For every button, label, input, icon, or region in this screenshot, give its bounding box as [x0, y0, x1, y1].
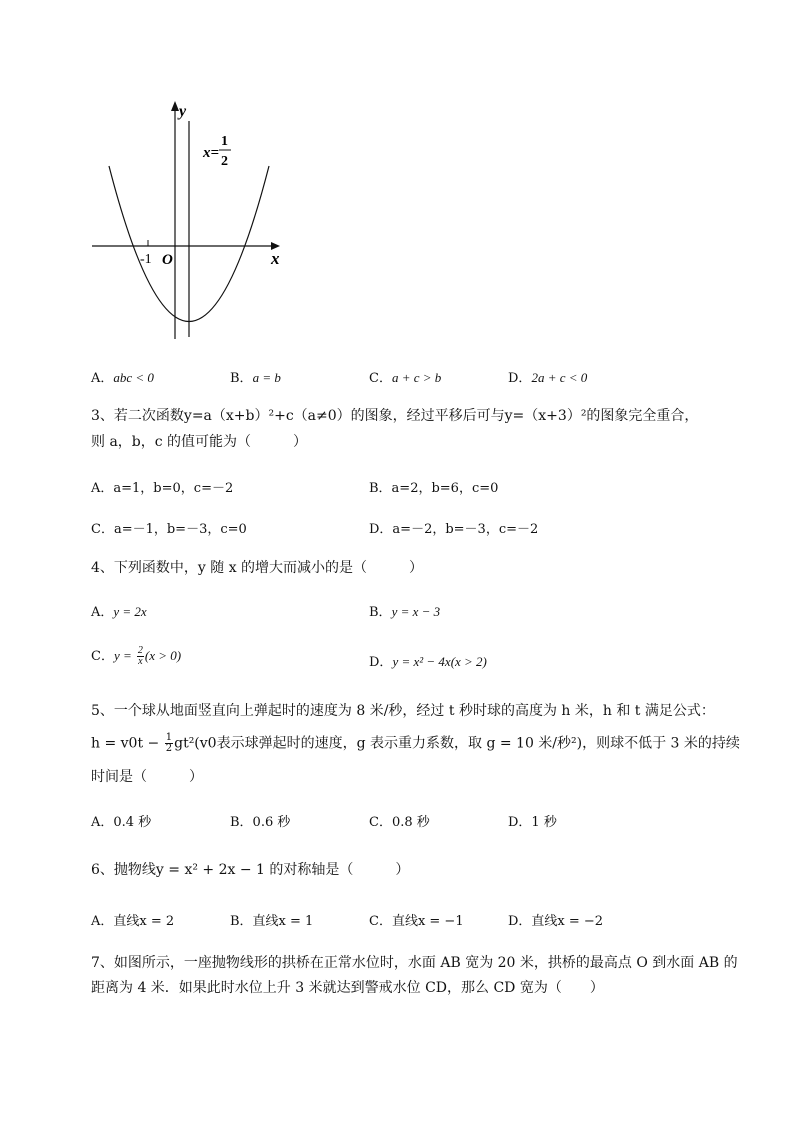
q6-option-a[interactable]: A．直线x = 2 [91, 914, 175, 929]
q4-c-fraction: $\frac{2}{x}$ [137, 645, 143, 667]
tick-label: -1 [140, 252, 152, 267]
q6-option-d[interactable]: D．直线x = −2 [508, 914, 604, 929]
q3-option-d[interactable]: D．a=－2，b=－3，c=－2 [369, 522, 539, 537]
q7-stem-line2: 距离为 4 米．如果此时水位上升 3 米就达到警戒水位 CD，那么 CD 宽为（ ） [91, 980, 604, 996]
q2-option-a[interactable]: A．abc < 0 [91, 370, 154, 386]
q2-option-b[interactable]: B．a = b [230, 370, 281, 386]
q6-stem: 6、抛物线y = x² + 2x − 1 的对称轴是（ ） [91, 862, 410, 878]
axis-line-den: 2 [221, 154, 228, 169]
q5-stem-line1: 5、一个球从地面竖直向上弹起时的速度为 8 米/秒，经过 t 秒时球的高度为 h 米，h 和 t 满足公式： [91, 703, 715, 719]
axis-line-num: 1 [221, 134, 228, 149]
q5-option-d[interactable]: D．1 秒 [508, 815, 557, 830]
q2-option-d[interactable]: D．2a + c < 0 [508, 370, 588, 386]
q3-option-a[interactable]: A．a=1，b=0，c=－2 [91, 481, 234, 496]
axis-line-prefix: x= [203, 145, 220, 161]
q5-stem-line3: 时间是（ ） [91, 769, 203, 785]
q4-stem: 4、下列函数中，y 随 x 的增大而减小的是（ ） [91, 560, 424, 576]
q6-option-c[interactable]: C．直线x = −1 [369, 914, 464, 929]
q3-stem-line1: 3、若二次函数y=a（x+b）²+c（a≠0）的图象，经过平移后可与y=（x+3）²的图象完全重合， [91, 408, 699, 424]
x-axis-label: x [271, 249, 280, 268]
q2-option-c[interactable]: C．a + c > b [369, 370, 442, 386]
q5-option-c[interactable]: C．0.8 秒 [369, 815, 430, 830]
q5-option-a[interactable]: A．0.4 秒 [91, 815, 152, 830]
q4-option-d[interactable]: D．y = x² − 4x(x > 2) [369, 654, 487, 670]
q4-option-c[interactable]: C．y = $\frac{2}{x}$ (x > 0) [91, 645, 182, 667]
q7-stem-line1: 7、如图所示，一座抛物线形的拱桥在正常水位时，水面 AB 宽为 20 米，拱桥的最高点 O 到水面 AB 的 [91, 955, 738, 971]
y-axis-arrow [171, 101, 179, 111]
q3-stem-line2: 则 a，b，c 的值可能为（ ） [91, 434, 308, 450]
q5-stem-line2: h = v0t − $\frac{1}{2}$ gt²(v0表示球弹起时的速度，g 表示重力系数，取 g = 10 米/秒²)，则球不低于 3 米的持续 [91, 732, 740, 754]
q3-option-b[interactable]: B．a=2，b=6，c=0 [369, 481, 499, 496]
y-axis-label: y [179, 103, 187, 120]
q4-option-b[interactable]: B．y = x − 3 [369, 604, 441, 620]
q3-option-c[interactable]: C．a=－1，b=－3，c=0 [91, 522, 247, 537]
q6-option-b[interactable]: B．直线x = 1 [230, 914, 314, 929]
q5-fraction: $\frac{1}{2}$ [165, 732, 173, 754]
parabola-graph [88, 95, 288, 345]
origin-label: O [162, 252, 173, 268]
q4-option-a[interactable]: A．y = 2x [91, 604, 147, 620]
q5-option-b[interactable]: B．0.6 秒 [230, 815, 291, 830]
